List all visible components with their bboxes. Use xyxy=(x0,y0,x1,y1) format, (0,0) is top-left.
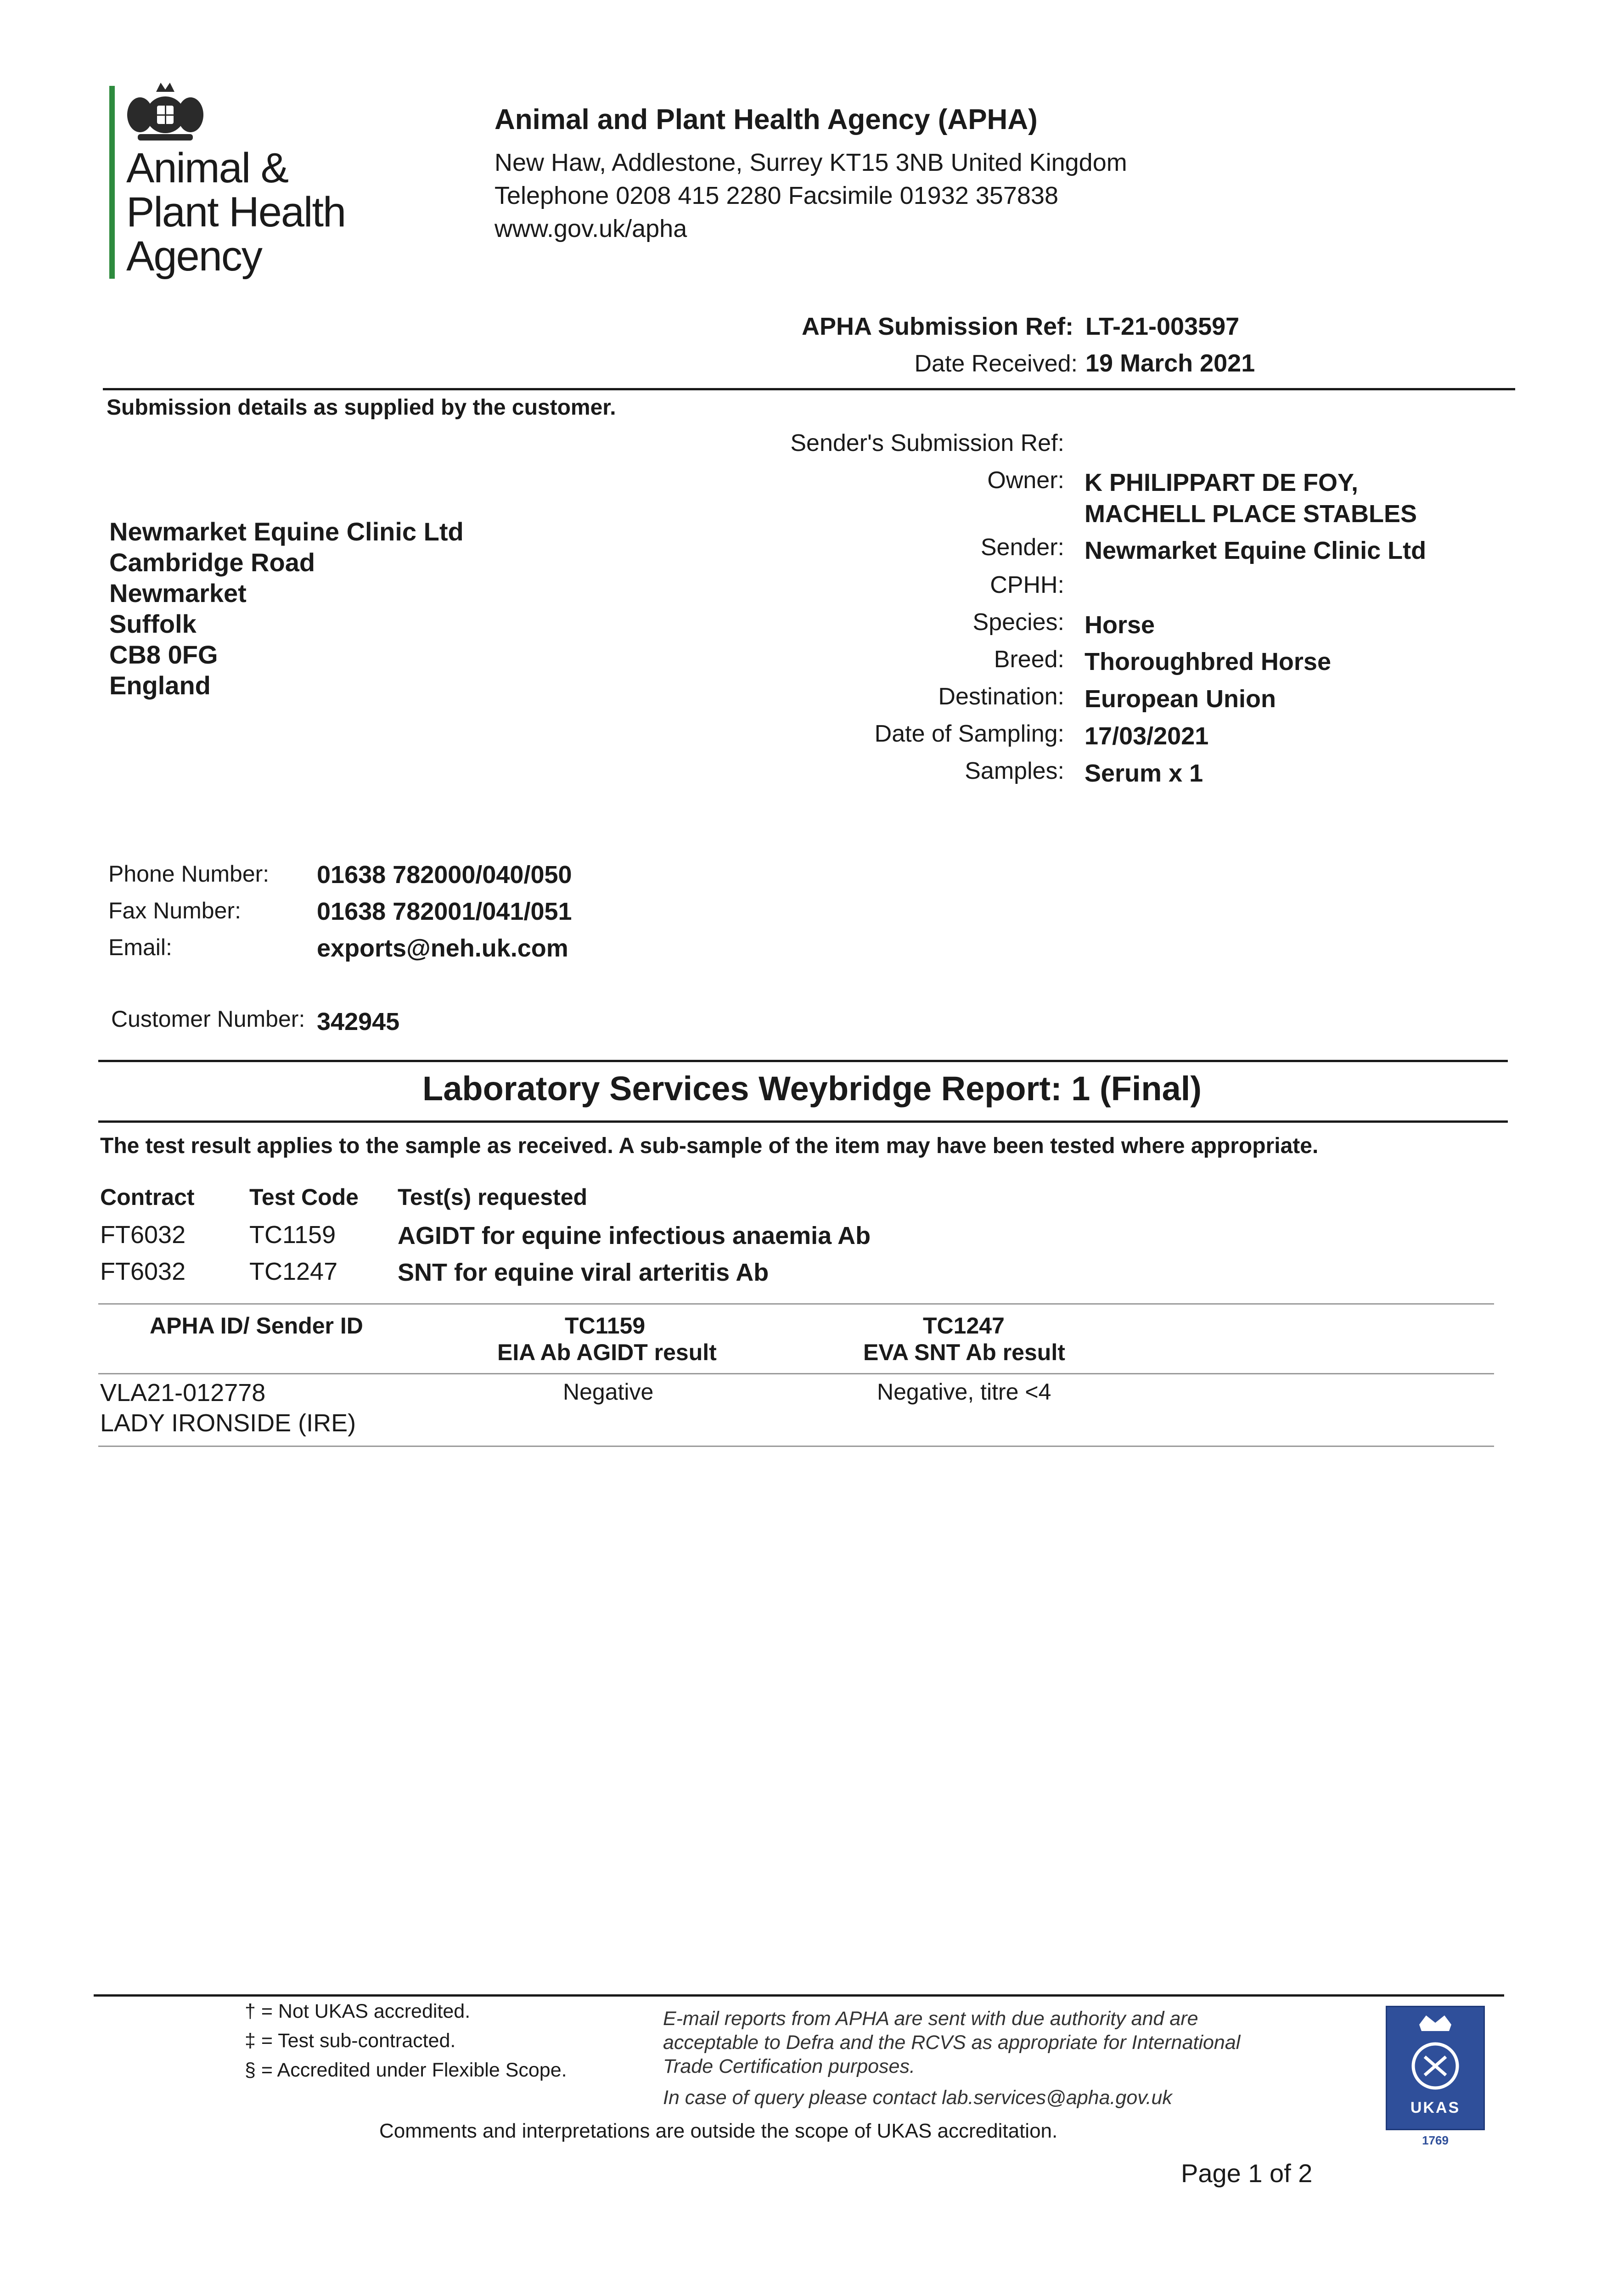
test-contract: FT6032 xyxy=(100,1258,186,1285)
report-title: Laboratory Services Weybridge Report: 1 (Final) xyxy=(422,1069,1202,1108)
ukas-accreditation-mark xyxy=(1386,2006,1485,2130)
results-header-col2-code: TC1247 xyxy=(923,1313,1005,1339)
breed-value: Thoroughbred Horse xyxy=(1085,648,1331,675)
divider xyxy=(103,388,1515,390)
org-website[interactable]: www.gov.uk/apha xyxy=(495,215,687,242)
address-line: Cambridge Road xyxy=(109,548,315,577)
results-header-col1-name: EIA Ab AGIDT result xyxy=(497,1339,717,1365)
test-contract: FT6032 xyxy=(100,1221,186,1249)
royal-crest-icon xyxy=(124,78,207,147)
submission-ref-value: LT-21-003597 xyxy=(1085,313,1240,340)
comments-note: Comments and interpretations are outside the scope of UKAS accreditation. xyxy=(379,2120,1058,2142)
address-line: Suffolk xyxy=(109,609,197,638)
address-line: CB8 0FG xyxy=(109,640,218,669)
test-name: SNT for equine viral arteritis Ab xyxy=(398,1259,769,1286)
date-received-label: Date Received: xyxy=(914,350,1078,377)
owner-value: K PHILIPPART DE FOY, xyxy=(1085,469,1359,496)
samples-label: Samples: xyxy=(965,758,1064,784)
logo-line: Animal & xyxy=(126,145,288,191)
org-phone-fax: Telephone 0208 415 2280 Facsimile 01932 357838 xyxy=(495,182,1058,209)
report-note: The test result applies to the sample as received. A sub-sample of the item may have been tested where appropriate. xyxy=(100,1134,1319,1158)
table-rule xyxy=(98,1446,1494,1447)
result-col1: Negative xyxy=(563,1379,654,1405)
phone-label: Phone Number: xyxy=(108,861,270,887)
test-code: TC1247 xyxy=(249,1258,338,1285)
owner-value: MACHELL PLACE STABLES xyxy=(1085,500,1417,528)
divider xyxy=(98,1060,1508,1062)
address-line: Newmarket xyxy=(109,579,247,608)
customer-number-value: 342945 xyxy=(317,1008,400,1035)
legend-subcontracted: ‡ = Test sub-contracted. xyxy=(245,2030,456,2052)
senders-ref-label: Sender's Submission Ref: xyxy=(790,430,1064,456)
query-note: In case of query please contact lab.services@apha.gov.uk xyxy=(663,2087,1172,2109)
tests-header-contract: Contract xyxy=(100,1184,195,1210)
results-header-col2-name: EVA SNT Ab result xyxy=(863,1339,1065,1365)
fax-label: Fax Number: xyxy=(108,898,241,923)
divider xyxy=(94,1994,1504,1997)
species-value: Horse xyxy=(1085,611,1155,639)
org-name: Animal and Plant Health Agency (APHA) xyxy=(495,104,1038,135)
results-header-id: APHA ID/ Sender ID xyxy=(150,1313,363,1339)
date-sampling-value: 17/03/2021 xyxy=(1085,722,1209,750)
sender-label: Sender: xyxy=(980,534,1064,561)
divider xyxy=(98,1120,1508,1123)
legend-flexible-scope: § = Accredited under Flexible Scope. xyxy=(245,2059,567,2081)
email-note: acceptable to Defra and the RCVS as appropriate for International xyxy=(663,2032,1241,2054)
cphh-label: CPHH: xyxy=(990,572,1064,598)
result-col2: Negative, titre <4 xyxy=(877,1379,1051,1405)
test-code: TC1159 xyxy=(249,1221,336,1249)
org-address: New Haw, Addlestone, Surrey KT15 3NB United Kingdom xyxy=(495,149,1127,176)
fax-value: 01638 782001/041/051 xyxy=(317,898,572,925)
phone-value: 01638 782000/040/050 xyxy=(317,861,572,889)
logo-line: Agency xyxy=(126,233,262,280)
test-name: AGIDT for equine infectious anaemia Ab xyxy=(398,1222,871,1249)
destination-label: Destination: xyxy=(938,683,1064,710)
table-rule xyxy=(98,1303,1494,1305)
address-line: Newmarket Equine Clinic Ltd xyxy=(109,517,464,546)
submission-ref-label: APHA Submission Ref: xyxy=(802,313,1074,340)
ukas-label: UKAS xyxy=(1410,2099,1461,2116)
owner-label: Owner: xyxy=(987,467,1064,494)
ukas-number: 1769 xyxy=(1422,2133,1449,2147)
destination-value: European Union xyxy=(1085,685,1276,713)
table-rule xyxy=(98,1373,1494,1374)
date-sampling-label: Date of Sampling: xyxy=(874,720,1064,747)
date-received-value: 19 March 2021 xyxy=(1085,349,1255,377)
email-note: Trade Certification purposes. xyxy=(663,2055,915,2077)
logo-accent-bar xyxy=(109,86,115,279)
legend-not-accredited: † = Not UKAS accredited. xyxy=(245,2000,471,2022)
results-header-col1-code: TC1159 xyxy=(565,1313,646,1339)
samples-value: Serum x 1 xyxy=(1085,760,1203,787)
logo-wordmark xyxy=(126,146,345,278)
breed-label: Breed: xyxy=(994,646,1064,673)
email-value[interactable]: exports@neh.uk.com xyxy=(317,934,568,962)
logo-line: Plant Health xyxy=(126,189,346,236)
customer-number-label: Customer Number: xyxy=(111,1006,305,1032)
page-number: Page 1 of 2 xyxy=(1181,2159,1313,2188)
result-sender-id: LADY IRONSIDE (IRE) xyxy=(100,1409,356,1437)
result-apha-id: VLA21-012778 xyxy=(100,1379,266,1407)
email-note: E-mail reports from APHA are sent with due authority and are xyxy=(663,2008,1198,2030)
tests-header-code: Test Code xyxy=(249,1184,359,1210)
sender-value: Newmarket Equine Clinic Ltd xyxy=(1085,537,1427,564)
customer-address xyxy=(109,516,464,701)
email-label: Email: xyxy=(108,934,172,960)
species-label: Species: xyxy=(972,609,1064,636)
address-line: England xyxy=(109,671,211,700)
submission-heading: Submission details as supplied by the customer. xyxy=(107,395,616,420)
tests-header-name: Test(s) requested xyxy=(398,1184,588,1210)
